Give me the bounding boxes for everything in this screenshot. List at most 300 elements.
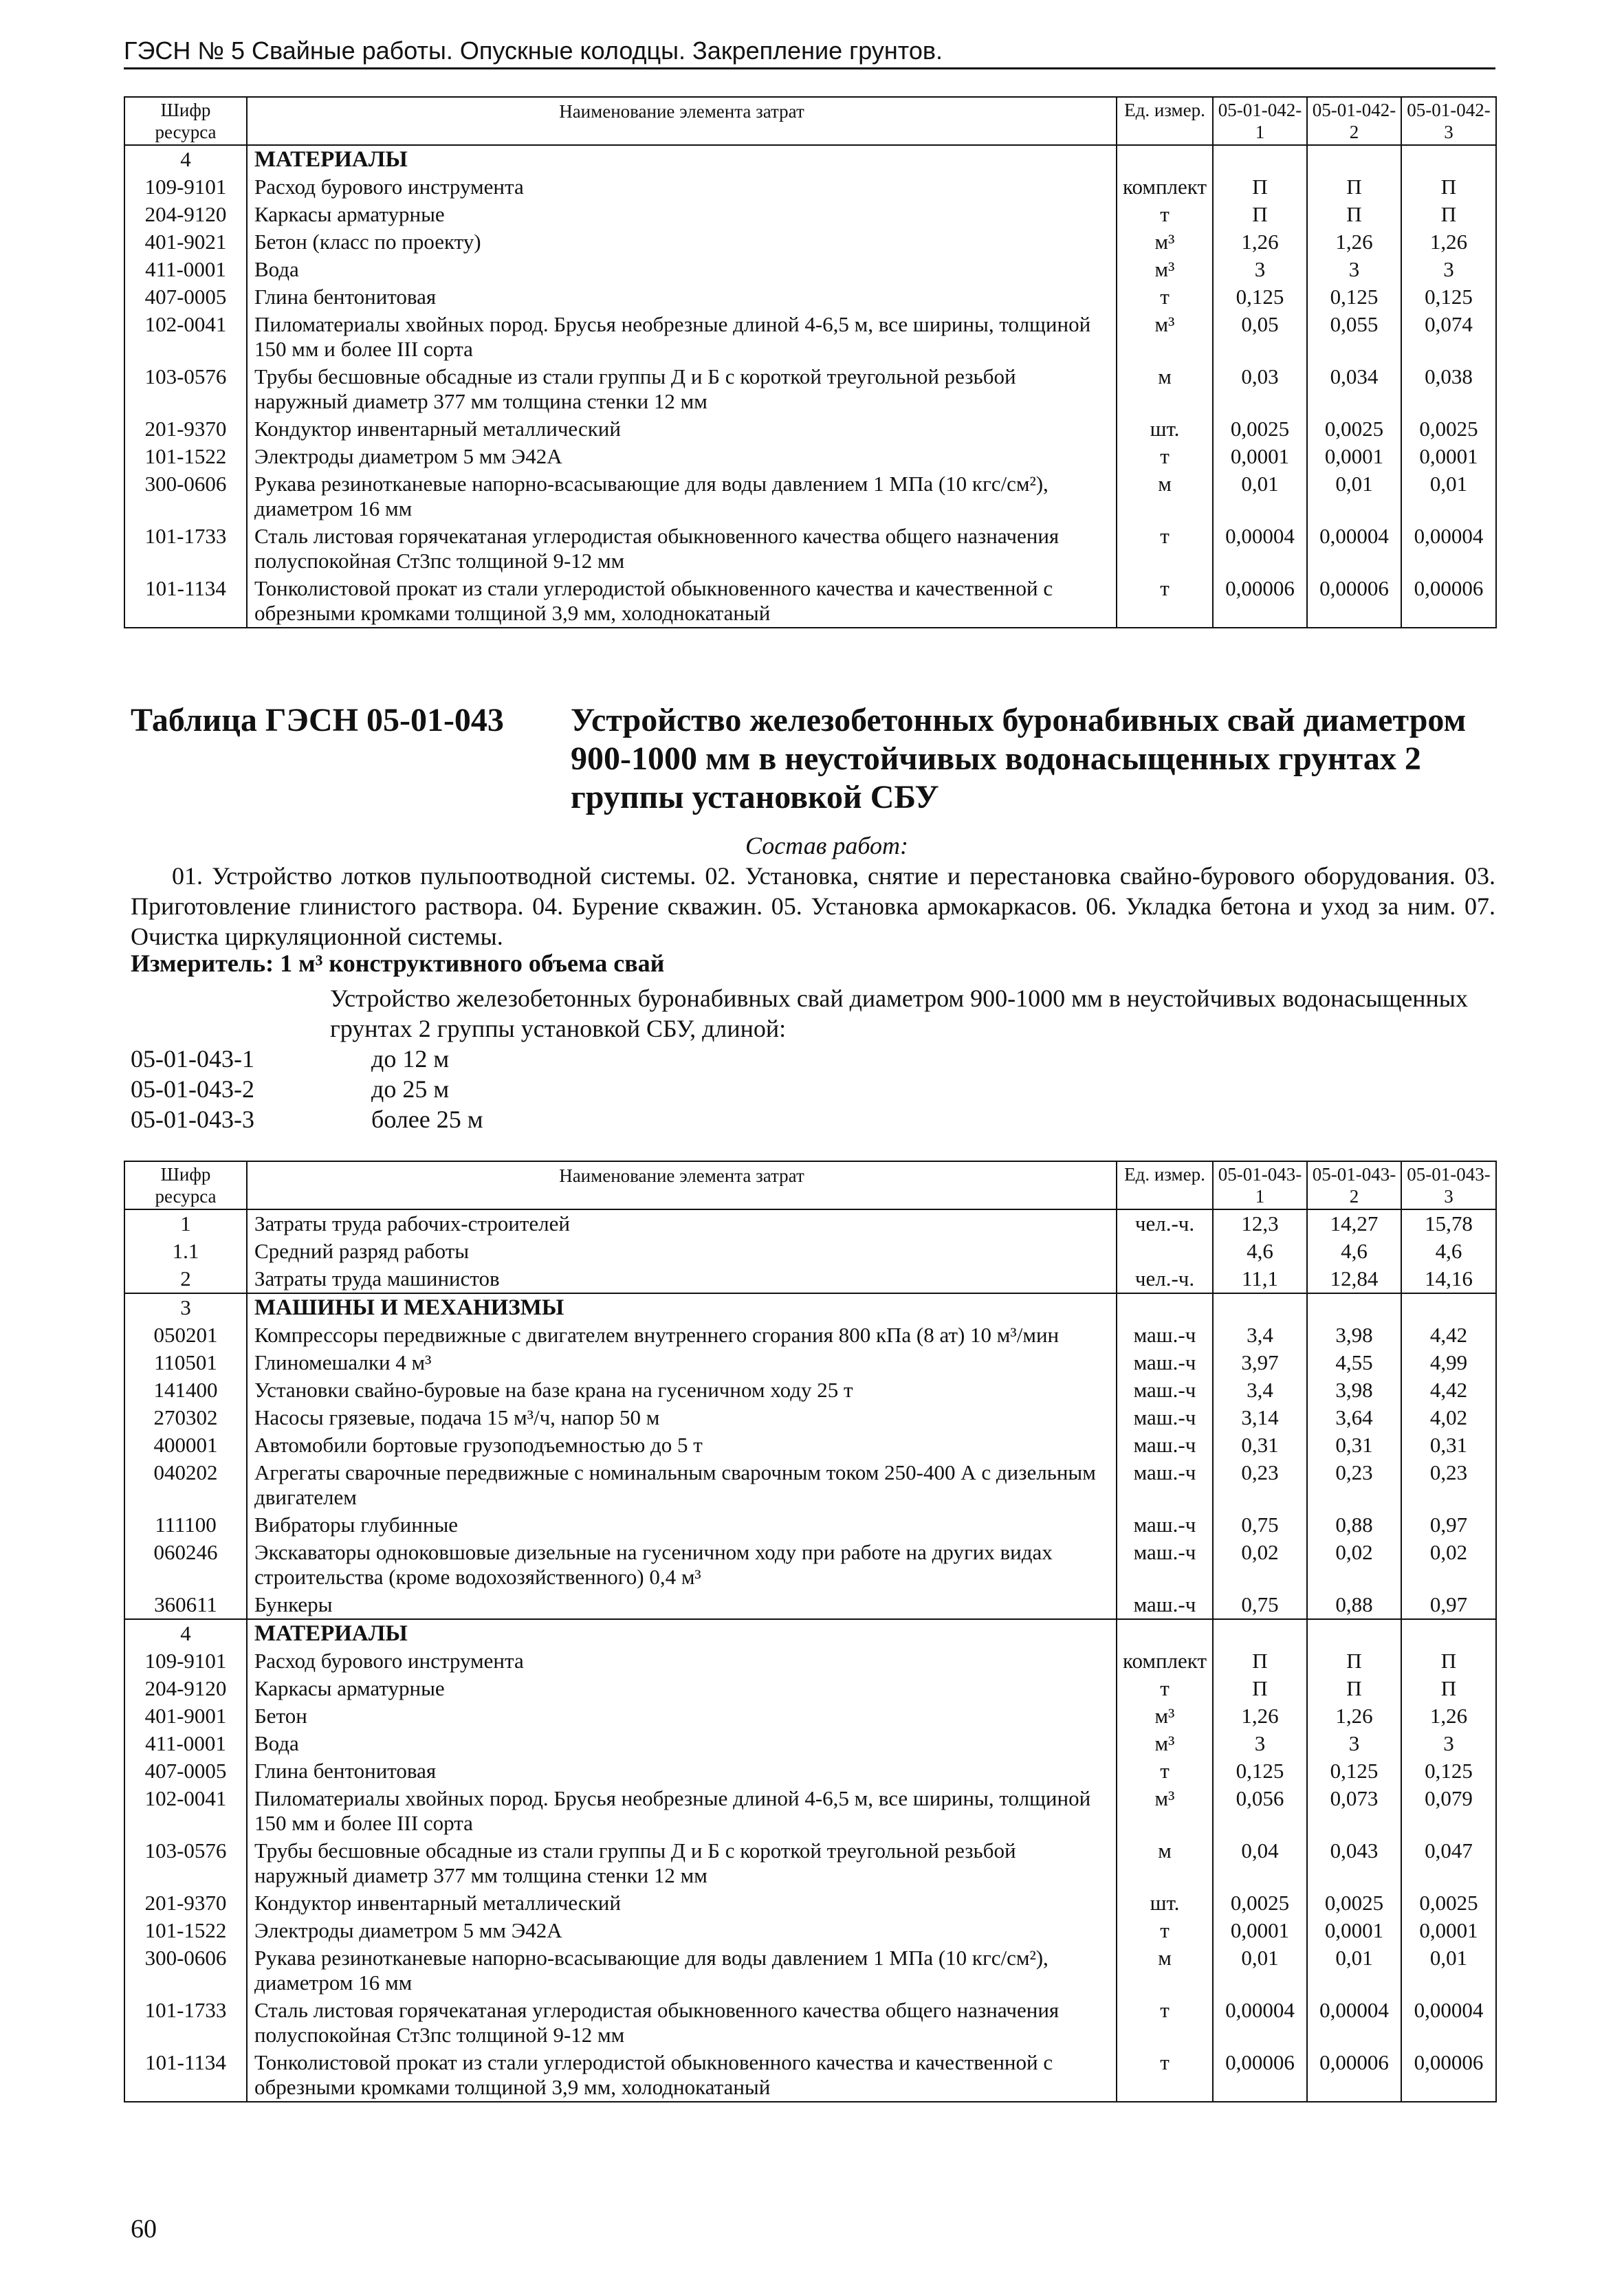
norm-value-2: 0,31	[1307, 1431, 1401, 1459]
norm-value-2: 0,034	[1307, 363, 1401, 415]
norm-value-1: 0,75	[1213, 1511, 1307, 1539]
norm-value-3: 0,01	[1401, 470, 1496, 523]
norm-value-2: 0,0025	[1307, 415, 1401, 443]
unit-of-measure: маш.-ч	[1117, 1321, 1213, 1349]
table-row	[124, 523, 1496, 575]
norm-value-3	[1401, 1293, 1496, 1321]
norm-value-2: 0,0001	[1307, 1917, 1401, 1944]
table-row	[124, 1702, 1496, 1730]
cost-element-name: Пиломатериалы хвойных пород. Брусья необрезные длиной 4-6,5 м, все ширины, толщиной 150 мм и более III сорта	[247, 1785, 1117, 1837]
norm-value-3: 4,02	[1401, 1404, 1496, 1431]
running-header: ГЭСН № 5 Свайные работы. Опускные колодцы. Закрепление грунтов.	[124, 36, 1495, 69]
resource-code: 201-9370	[124, 1889, 247, 1917]
norm-value-3: 0,01	[1401, 1944, 1496, 1997]
resource-code: 109-9101	[124, 173, 247, 201]
norm-value-2: 3,98	[1307, 1376, 1401, 1404]
table-row	[124, 1917, 1496, 1944]
unit-of-measure: маш.-ч	[1117, 1539, 1213, 1591]
header-name: Наименование элемента затрат	[247, 1161, 1117, 1209]
section-row	[124, 145, 1496, 173]
norm-value-2: 0,00004	[1307, 1997, 1401, 2049]
norm-value-3: 3	[1401, 1730, 1496, 1757]
unit-of-measure: маш.-ч	[1117, 1591, 1213, 1619]
cost-element-name: Агрегаты сварочные передвижные с номинальным сварочным током 250-400 А с дизельным двигателем	[247, 1459, 1117, 1511]
cost-element-name: Рукава резинотканевые напорно-всасывающие для воды давлением 1 МПа (10 кгс/см²), диаметром 16 мм	[247, 1944, 1117, 1997]
norm-value-1: 0,00004	[1213, 1997, 1307, 2049]
table-row	[124, 283, 1496, 311]
resource-code: 103-0576	[124, 1837, 247, 1889]
table-row	[124, 415, 1496, 443]
norm-value-3: 0,125	[1401, 1757, 1496, 1785]
norm-value-1: 11,1	[1213, 1265, 1307, 1293]
norm-value-3: 4,99	[1401, 1349, 1496, 1376]
norm-value-1: П	[1213, 173, 1307, 201]
norm-value-2: П	[1307, 173, 1401, 201]
table-row	[124, 1539, 1496, 1591]
norm-value-1: 0,056	[1213, 1785, 1307, 1837]
cost-element-name: Сталь листовая горячекатаная углеродистая обыкновенного качества общего назначения полуспокойная Ст3пс толщиной 9-12 мм	[247, 1997, 1117, 2049]
cost-element-name: Вода	[247, 256, 1117, 283]
table-body	[124, 1161, 1496, 2102]
norm-value-1: 0,0025	[1213, 1889, 1307, 1917]
norm-value-1	[1213, 145, 1307, 173]
norm-value-1: 1,26	[1213, 1702, 1307, 1730]
cost-element-name: Кондуктор инвентарный металлический	[247, 1889, 1117, 1917]
norm-value-2: П	[1307, 201, 1401, 228]
cost-element-name: МАТЕРИАЛЫ	[247, 145, 1117, 173]
cost-element-name: Вода	[247, 1730, 1117, 1757]
unit-of-measure	[1117, 1238, 1213, 1265]
norm-value-3: 0,038	[1401, 363, 1496, 415]
table-row	[124, 575, 1496, 628]
resource-code: 1.1	[124, 1238, 247, 1265]
table-row	[124, 1647, 1496, 1675]
cost-element-name: Электроды диаметром 5 мм Э42А	[247, 443, 1117, 470]
cost-element-name: Глина бентонитовая	[247, 283, 1117, 311]
unit-of-measure: чел.-ч.	[1117, 1209, 1213, 1238]
table-row	[124, 470, 1496, 523]
header-col-3: 05-01-042-3	[1401, 97, 1496, 145]
norm-value-2: 4,6	[1307, 1238, 1401, 1265]
resource-table-043	[124, 1161, 1497, 2102]
norm-value-1: 0,04	[1213, 1837, 1307, 1889]
norm-value-1: 0,00006	[1213, 2049, 1307, 2102]
norm-value-1: 0,05	[1213, 311, 1307, 363]
cost-element-name: МАШИНЫ И МЕХАНИЗМЫ	[247, 1293, 1117, 1321]
norm-value-3: 0,97	[1401, 1591, 1496, 1619]
norm-value-1: 0,03	[1213, 363, 1307, 415]
resource-code: 270302	[124, 1404, 247, 1431]
norm-value-3: 0,0001	[1401, 1917, 1496, 1944]
norm-value-2: 3	[1307, 256, 1401, 283]
norm-value-1: 3,97	[1213, 1349, 1307, 1376]
resource-code: 204-9120	[124, 1675, 247, 1702]
norm-value-1: 3	[1213, 256, 1307, 283]
resource-code: 401-9021	[124, 228, 247, 256]
norm-value-2: 0,00004	[1307, 523, 1401, 575]
code-list	[131, 1044, 483, 1134]
unit-of-measure: т	[1117, 1997, 1213, 2049]
norm-value-2: 1,26	[1307, 1702, 1401, 1730]
norm-value-2: 0,043	[1307, 1837, 1401, 1889]
cost-element-name: Бетон (класс по проекту)	[247, 228, 1117, 256]
unit-of-measure: маш.-ч	[1117, 1376, 1213, 1404]
page-number: 60	[131, 2215, 157, 2243]
norm-value-1: П	[1213, 201, 1307, 228]
norm-value-3: 0,00004	[1401, 1997, 1496, 2049]
norm-value-3: 0,125	[1401, 283, 1496, 311]
norm-value-2: 0,00006	[1307, 2049, 1401, 2102]
cost-element-name: Бетон	[247, 1702, 1117, 1730]
norm-value-1: 0,0001	[1213, 1917, 1307, 1944]
resource-code: 400001	[124, 1431, 247, 1459]
unit-of-measure: т	[1117, 1675, 1213, 1702]
norm-value-2: 0,055	[1307, 311, 1401, 363]
norm-value-1: П	[1213, 1675, 1307, 1702]
cost-element-name: Бункеры	[247, 1591, 1117, 1619]
cost-element-name: Каркасы арматурные	[247, 201, 1117, 228]
cost-element-name: Средний разряд работы	[247, 1238, 1117, 1265]
unit-of-measure: т	[1117, 575, 1213, 628]
resource-code: 101-1134	[124, 575, 247, 628]
unit-of-measure	[1117, 1293, 1213, 1321]
cost-element-name: Трубы бесшовные обсадные из стали группы Д и Б с короткой треугольной резьбой наружный диаметр 377 мм толщина стенки 12 мм	[247, 1837, 1117, 1889]
norm-value-2: 0,125	[1307, 283, 1401, 311]
unit-of-measure: маш.-ч	[1117, 1459, 1213, 1511]
resource-code: 060246	[124, 1539, 247, 1591]
header-col-2: 05-01-043-2	[1307, 1161, 1401, 1209]
unit-of-measure: м³	[1117, 228, 1213, 256]
resource-code: 1	[124, 1209, 247, 1238]
norm-value-2: 0,23	[1307, 1459, 1401, 1511]
code-list-item	[131, 1104, 483, 1134]
norm-value-1: 1,26	[1213, 228, 1307, 256]
norm-value-3	[1401, 1619, 1496, 1647]
norm-value-2: 3	[1307, 1730, 1401, 1757]
header-unit: Ед. измер.	[1117, 97, 1213, 145]
length-range: более 25 м	[371, 1106, 483, 1133]
cost-element-name: Установки свайно-буровые на базе крана на гусеничном ходу 25 т	[247, 1376, 1117, 1404]
resource-code: 101-1134	[124, 2049, 247, 2102]
norm-value-3: П	[1401, 1647, 1496, 1675]
resource-code: 101-1522	[124, 443, 247, 470]
norm-value-2: 14,27	[1307, 1209, 1401, 1238]
resource-code: 4	[124, 1619, 247, 1647]
norm-value-1: 12,3	[1213, 1209, 1307, 1238]
section-row	[124, 1619, 1496, 1647]
resource-code: 407-0005	[124, 1757, 247, 1785]
table-row	[124, 1675, 1496, 1702]
header-col-3: 05-01-043-3	[1401, 1161, 1496, 1209]
table-row	[124, 228, 1496, 256]
resource-code: 411-0001	[124, 1730, 247, 1757]
unit-of-measure: маш.-ч	[1117, 1431, 1213, 1459]
norm-value-3: 3	[1401, 256, 1496, 283]
norm-value-3: 0,0001	[1401, 443, 1496, 470]
resource-code: 360611	[124, 1591, 247, 1619]
norm-value-2: 12,84	[1307, 1265, 1401, 1293]
unit-of-measure: т	[1117, 283, 1213, 311]
unit-of-measure	[1117, 145, 1213, 173]
table-row	[124, 1376, 1496, 1404]
resource-code: 102-0041	[124, 1785, 247, 1837]
work-composition	[131, 831, 1495, 952]
unit-of-measure: комплект	[1117, 173, 1213, 201]
norm-value-2: 0,0001	[1307, 443, 1401, 470]
header-col-1: 05-01-042-1	[1213, 97, 1307, 145]
table-row	[124, 1730, 1496, 1757]
norm-code: 05-01-043-3	[131, 1106, 254, 1133]
norm-value-1: П	[1213, 1647, 1307, 1675]
unit-of-measure: м³	[1117, 1702, 1213, 1730]
norm-value-3: 0,97	[1401, 1511, 1496, 1539]
table-row	[124, 1404, 1496, 1431]
table-row	[124, 443, 1496, 470]
norm-value-1: 3,4	[1213, 1376, 1307, 1404]
cost-element-name: Кондуктор инвентарный металлический	[247, 415, 1117, 443]
cost-element-name: Расход бурового инструмента	[247, 173, 1117, 201]
norm-value-2: 3,64	[1307, 1404, 1401, 1431]
norm-value-1: 0,31	[1213, 1431, 1307, 1459]
unit-of-measure: т	[1117, 1757, 1213, 1785]
norm-value-1	[1213, 1619, 1307, 1647]
header-name: Наименование элемента затрат	[247, 97, 1117, 145]
table-row	[124, 1349, 1496, 1376]
norm-value-2: 0,01	[1307, 470, 1401, 523]
table-description: Устройство железобетонных буронабивных свай диаметром 900-1000 мм в неустойчивых водонасыщенных грунтах 2 группы установкой СБУ, длиной:	[330, 985, 1468, 1042]
cost-element-name: Пиломатериалы хвойных пород. Брусья необрезные длиной 4-6,5 м, все ширины, толщиной 150 мм и более III сорта	[247, 311, 1117, 363]
norm-value-2	[1307, 1293, 1401, 1321]
table-row	[124, 2049, 1496, 2102]
norm-value-3: 1,26	[1401, 228, 1496, 256]
resource-code: 407-0005	[124, 283, 247, 311]
norm-value-2: 1,26	[1307, 228, 1401, 256]
cost-element-name: МАТЕРИАЛЫ	[247, 1619, 1117, 1647]
header-code: Шифр ресурса	[124, 97, 247, 145]
norm-value-3: 0,23	[1401, 1459, 1496, 1511]
table-row	[124, 1459, 1496, 1511]
code-list-item	[131, 1044, 483, 1074]
norm-value-3: П	[1401, 173, 1496, 201]
cost-element-name: Каркасы арматурные	[247, 1675, 1117, 1702]
norm-value-1: 0,00004	[1213, 523, 1307, 575]
table-row	[124, 1944, 1496, 1997]
unit-of-measure: чел.-ч.	[1117, 1265, 1213, 1293]
cost-element-name: Рукава резинотканевые напорно-всасывающие для воды давлением 1 МПа (10 кгс/см²), диаметром 16 мм	[247, 470, 1117, 523]
norm-value-2: 4,55	[1307, 1349, 1401, 1376]
table-row	[124, 1785, 1496, 1837]
cost-element-name: Глина бентонитовая	[247, 1757, 1117, 1785]
unit-of-measure: т	[1117, 1917, 1213, 1944]
resource-code: 300-0606	[124, 470, 247, 523]
length-range: до 25 м	[371, 1075, 450, 1103]
table-row	[124, 1265, 1496, 1293]
table-row	[124, 1757, 1496, 1785]
unit-of-measure: т	[1117, 201, 1213, 228]
resource-code: 109-9101	[124, 1647, 247, 1675]
cost-element-name: Затраты труда машинистов	[247, 1265, 1117, 1293]
unit-of-measure: м³	[1117, 1730, 1213, 1757]
norm-value-1: 0,23	[1213, 1459, 1307, 1511]
norm-value-2: 0,88	[1307, 1591, 1401, 1619]
norm-value-2: 0,02	[1307, 1539, 1401, 1591]
norm-value-3: 15,78	[1401, 1209, 1496, 1238]
table-header-row	[124, 1161, 1496, 1209]
norm-value-1: 0,125	[1213, 283, 1307, 311]
cost-element-name: Насосы грязевые, подача 15 м³/ч, напор 50 м	[247, 1404, 1117, 1431]
norm-value-3: П	[1401, 1675, 1496, 1702]
norm-value-2: 3,98	[1307, 1321, 1401, 1349]
table-heading: Устройство железобетонных буронабивных свай диаметром 900-1000 мм в неустойчивых водонасыщенных грунтах 2 группы установкой СБУ	[571, 702, 1467, 815]
norm-code: 05-01-043-1	[131, 1045, 254, 1073]
unit-of-measure: м³	[1117, 311, 1213, 363]
norm-value-3: 0,31	[1401, 1431, 1496, 1459]
unit-of-measure: шт.	[1117, 1889, 1213, 1917]
norm-value-2: П	[1307, 1675, 1401, 1702]
norm-value-1: 3	[1213, 1730, 1307, 1757]
unit-of-measure: м	[1117, 1944, 1213, 1997]
resource-code: 204-9120	[124, 201, 247, 228]
table-row	[124, 363, 1496, 415]
unit-of-measure: м	[1117, 363, 1213, 415]
resource-code: 101-1733	[124, 523, 247, 575]
norm-value-3: 14,16	[1401, 1265, 1496, 1293]
norm-value-2	[1307, 1619, 1401, 1647]
norm-value-3: 0,047	[1401, 1837, 1496, 1889]
norm-value-2: 0,88	[1307, 1511, 1401, 1539]
norm-value-1: 0,0025	[1213, 415, 1307, 443]
norm-value-2: 0,0025	[1307, 1889, 1401, 1917]
resource-code: 050201	[124, 1321, 247, 1349]
table-row	[124, 1209, 1496, 1238]
code-list-item	[131, 1074, 483, 1104]
resource-code: 4	[124, 145, 247, 173]
unit-of-measure: м	[1117, 470, 1213, 523]
unit-of-measure: маш.-ч	[1117, 1349, 1213, 1376]
norm-value-1: 0,75	[1213, 1591, 1307, 1619]
unit-of-measure: т	[1117, 443, 1213, 470]
header-code: Шифр ресурса	[124, 1161, 247, 1209]
composition-text: 01. Устройство лотков пульпоотводной системы. 02. Установка, снятие и перестановка свайно-бурового оборудования. 03. Приготовление глинистого раствора. 04. Бурение скважин. 05. Установка армокаркасов. 06. Укладка бетона и уход за ним. 07. Очистка циркуляционной системы.	[131, 862, 1495, 950]
header-col-1: 05-01-043-1	[1213, 1161, 1307, 1209]
cost-element-name: Экскаваторы одноковшовые дизельные на гусеничном ходу при работе на других видах строительства (кроме водохозяйственного) 0,4 м³	[247, 1539, 1117, 1591]
cost-element-name: Затраты труда рабочих-строителей	[247, 1209, 1117, 1238]
norm-value-1: 0,00006	[1213, 575, 1307, 628]
norm-value-1: 3,14	[1213, 1404, 1307, 1431]
norm-value-3	[1401, 145, 1496, 173]
resource-code: 102-0041	[124, 311, 247, 363]
norm-value-2: 0,073	[1307, 1785, 1401, 1837]
norm-value-3: 0,074	[1401, 311, 1496, 363]
cost-element-name: Компрессоры передвижные с двигателем внутреннего сгорания 800 кПа (8 ат) 10 м³/мин	[247, 1321, 1117, 1349]
resource-code: 111100	[124, 1511, 247, 1539]
resource-code: 3	[124, 1293, 247, 1321]
norm-value-1: 3,4	[1213, 1321, 1307, 1349]
table-row	[124, 173, 1496, 201]
cost-element-name: Вибраторы глубинные	[247, 1511, 1117, 1539]
header-unit: Ед. измер.	[1117, 1161, 1213, 1209]
resource-code: 401-9001	[124, 1702, 247, 1730]
cost-element-name: Расход бурового инструмента	[247, 1647, 1117, 1675]
table-row	[124, 1321, 1496, 1349]
table-row	[124, 1238, 1496, 1265]
resource-code: 040202	[124, 1459, 247, 1511]
norm-value-3: 0,00006	[1401, 575, 1496, 628]
norm-value-3: 0,02	[1401, 1539, 1496, 1591]
norm-value-3: 0,0025	[1401, 415, 1496, 443]
norm-value-3: 4,6	[1401, 1238, 1496, 1265]
unit-of-measure	[1117, 1619, 1213, 1647]
norm-value-3: 0,00004	[1401, 523, 1496, 575]
table-row	[124, 1889, 1496, 1917]
resource-code: 141400	[124, 1376, 247, 1404]
table-row	[124, 1511, 1496, 1539]
table-body	[124, 97, 1496, 628]
cost-element-name: Электроды диаметром 5 мм Э42А	[247, 1917, 1117, 1944]
norm-value-2	[1307, 145, 1401, 173]
norm-value-1: 0,0001	[1213, 443, 1307, 470]
norm-value-2: 0,00006	[1307, 575, 1401, 628]
norm-value-3: 4,42	[1401, 1321, 1496, 1349]
unit-of-measure: маш.-ч	[1117, 1511, 1213, 1539]
resource-code: 2	[124, 1265, 247, 1293]
norm-value-3: 0,079	[1401, 1785, 1496, 1837]
cost-element-name: Тонколистовой прокат из стали углеродистой обыкновенного качества и качественной с обрезными кромками толщиной 3,9 мм, холоднокатаный	[247, 2049, 1117, 2102]
table-row	[124, 1997, 1496, 2049]
header-col-2: 05-01-042-2	[1307, 97, 1401, 145]
norm-value-1: 0,02	[1213, 1539, 1307, 1591]
norm-value-3: 4,42	[1401, 1376, 1496, 1404]
norm-value-3: 0,00006	[1401, 2049, 1496, 2102]
norm-value-3: 0,0025	[1401, 1889, 1496, 1917]
cost-element-name: Трубы бесшовные обсадные из стали группы Д и Б с короткой треугольной резьбой наружный диаметр 377 мм толщина стенки 12 мм	[247, 363, 1117, 415]
resource-code: 101-1522	[124, 1917, 247, 1944]
table-row	[124, 1431, 1496, 1459]
unit-of-measure: маш.-ч	[1117, 1404, 1213, 1431]
unit-of-measure: шт.	[1117, 415, 1213, 443]
table-number: Таблица ГЭСН 05-01-043	[131, 702, 504, 738]
norm-value-3: 1,26	[1401, 1702, 1496, 1730]
cost-element-name: Глиномешалки 4 м³	[247, 1349, 1117, 1376]
resource-code: 101-1733	[124, 1997, 247, 2049]
cost-element-name: Сталь листовая горячекатаная углеродистая обыкновенного качества общего назначения полуспокойная Ст3пс толщиной 9-12 мм	[247, 523, 1117, 575]
resource-code: 411-0001	[124, 256, 247, 283]
norm-value-1	[1213, 1293, 1307, 1321]
cost-element-name: Тонколистовой прокат из стали углеродистой обыкновенного качества и качественной с обрезными кромками толщиной 3,9 мм, холоднокатаный	[247, 575, 1117, 628]
norm-value-1: 4,6	[1213, 1238, 1307, 1265]
table-row	[124, 201, 1496, 228]
unit-of-measure: т	[1117, 2049, 1213, 2102]
norm-value-3: П	[1401, 201, 1496, 228]
norm-code: 05-01-043-2	[131, 1075, 254, 1103]
resource-code: 201-9370	[124, 415, 247, 443]
norm-value-2: 0,01	[1307, 1944, 1401, 1997]
table-row	[124, 311, 1496, 363]
unit-of-measure: т	[1117, 523, 1213, 575]
measurement-unit: Измеритель: 1 м³ конструктивного объема свай	[131, 949, 665, 977]
norm-value-2: 0,125	[1307, 1757, 1401, 1785]
composition-title: Состав работ:	[745, 832, 908, 859]
table-row	[124, 256, 1496, 283]
length-range: до 12 м	[371, 1045, 450, 1073]
norm-value-1: 0,125	[1213, 1757, 1307, 1785]
table-row	[124, 1591, 1496, 1619]
norm-value-2: П	[1307, 1647, 1401, 1675]
norm-value-1: 0,01	[1213, 1944, 1307, 1997]
table-row	[124, 1837, 1496, 1889]
resource-code: 103-0576	[124, 363, 247, 415]
unit-of-measure: м	[1117, 1837, 1213, 1889]
